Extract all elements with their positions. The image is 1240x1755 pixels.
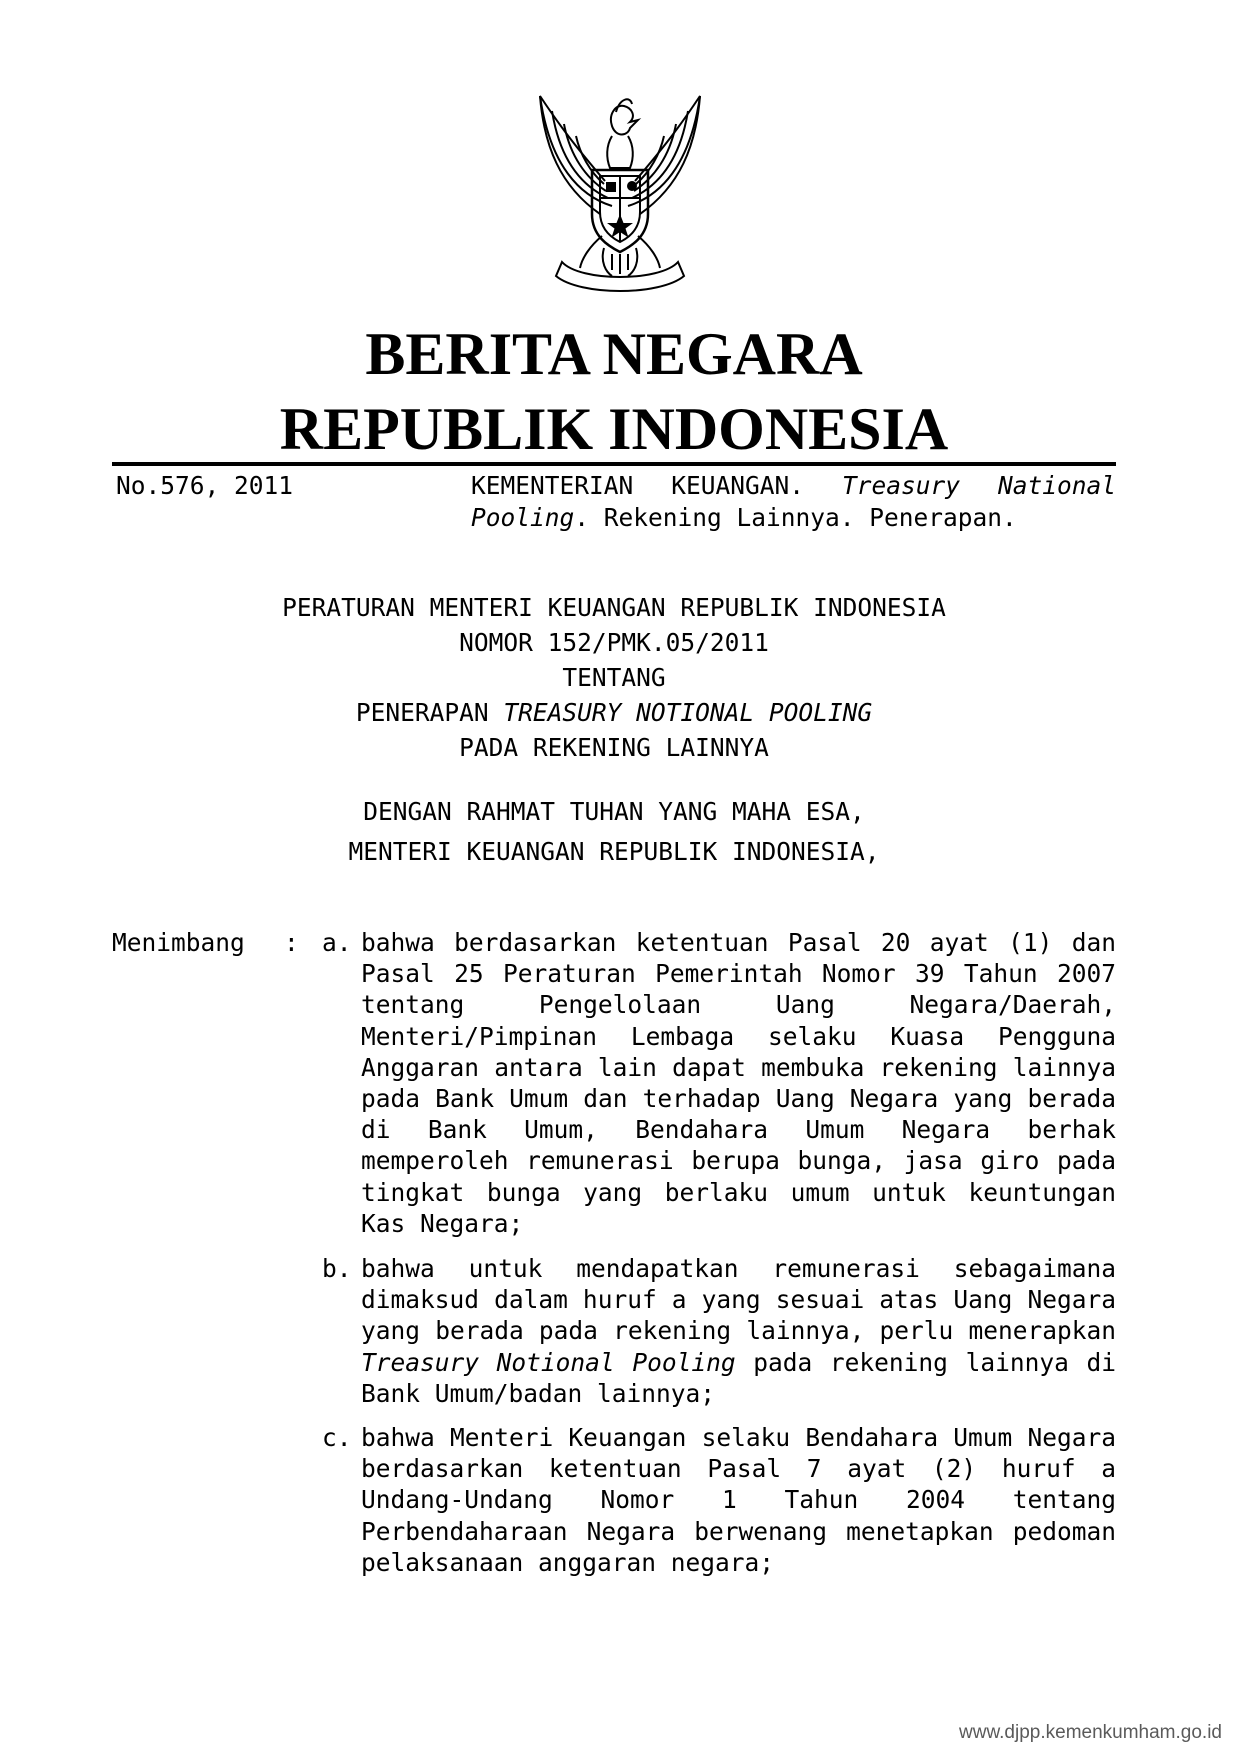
masthead-title-line2: REPUBLIK INDONESIA [279,396,949,462]
considering-item-b-text [361,1253,1116,1409]
considering-label: Menimbang [112,928,245,957]
regulation-subject-italic: TREASURY NOTIONAL POOLING [503,698,873,727]
regulation-subject-prefix: PENERAPAN [355,698,504,727]
header-divider [112,462,1116,466]
subject-rest: . Rekening Lainnya. Penerapan. [574,503,1017,532]
considering-item-a-text: bahwa berdasarkan ketentuan Pasal 20 ayat (1) dan Pasal 25 Peraturan Pemerintah Nomor 39 Tahun 2007 tentang Pengelolaan Uang Negara/Daerah, Menteri/Pimpinan Lembaga selaku Kuasa Pengguna Anggaran antara lain dapat membuka rekening lainnya pada Bank Umum dan terhadap Uang Negara yang berada di Bank Umum, Bendahara Umum Negara berhak memperoleh remunerasi berupa bunga, jasa giro pada tingkat bunga yang berlaku umum untuk keuntungan Kas Negara; [361,928,1116,1238]
regulation-subject-line1 [112,697,1116,729]
item-b-text-italic: Treasury Notional Pooling [361,1347,736,1377]
regulation-title-line1: PERATURAN MENTERI KEUANGAN REPUBLIK INDONESIA [282,593,946,622]
regulation-about: TENTANG [562,663,666,692]
considering-item-c-text: bahwa Menteri Keuangan selaku Bendahara Umum Negara berdasarkan ketentuan Pasal 7 ayat (2) huruf a Undang-Undang Nomor 1 Tahun 2004 tentang Perbendaharaan Negara berwenang menetapkan pedoman pelaksanaan anggaran negara; [361,1423,1116,1577]
considering-item-a-letter: a. [322,928,352,957]
regulation-number: NOMOR 152/PMK.05/2011 [459,628,769,657]
item-b-text-part1: bahwa untuk mendapatkan remunerasi sebagaimana dimaksud dalam huruf a yang sesuai atas Uang Negara yang berada pada rekening lainnya, perlu menerapkan [361,1254,1116,1346]
regulation-subject-line2: PADA REKENING LAINNYA [459,733,769,762]
considering-colon: : [284,928,299,957]
document-number: No.576, 2011 [116,471,294,500]
item-b-text-part2: pada rekening lainnya di Bank Umum/badan lainnya; [361,1347,1116,1408]
masthead-title-line1: BERITA NEGARA [365,321,863,387]
garuda-pancasila-emblem-icon [520,86,720,298]
subject-topic: Treasury National Pooling [471,471,1116,532]
considering-item-c-letter: c. [322,1423,352,1452]
subject-ministry: KEMENTERIAN KEUANGAN. [471,471,842,500]
invocation-line: DENGAN RAHMAT TUHAN YANG MAHA ESA, [363,797,865,826]
footer-website: www.djpp.kemenkumham.go.id [959,1722,1222,1743]
document-subject [471,470,1116,534]
minister-line: MENTERI KEUANGAN REPUBLIK INDONESIA, [348,837,880,866]
considering-item-b-letter: b. [322,1254,352,1283]
